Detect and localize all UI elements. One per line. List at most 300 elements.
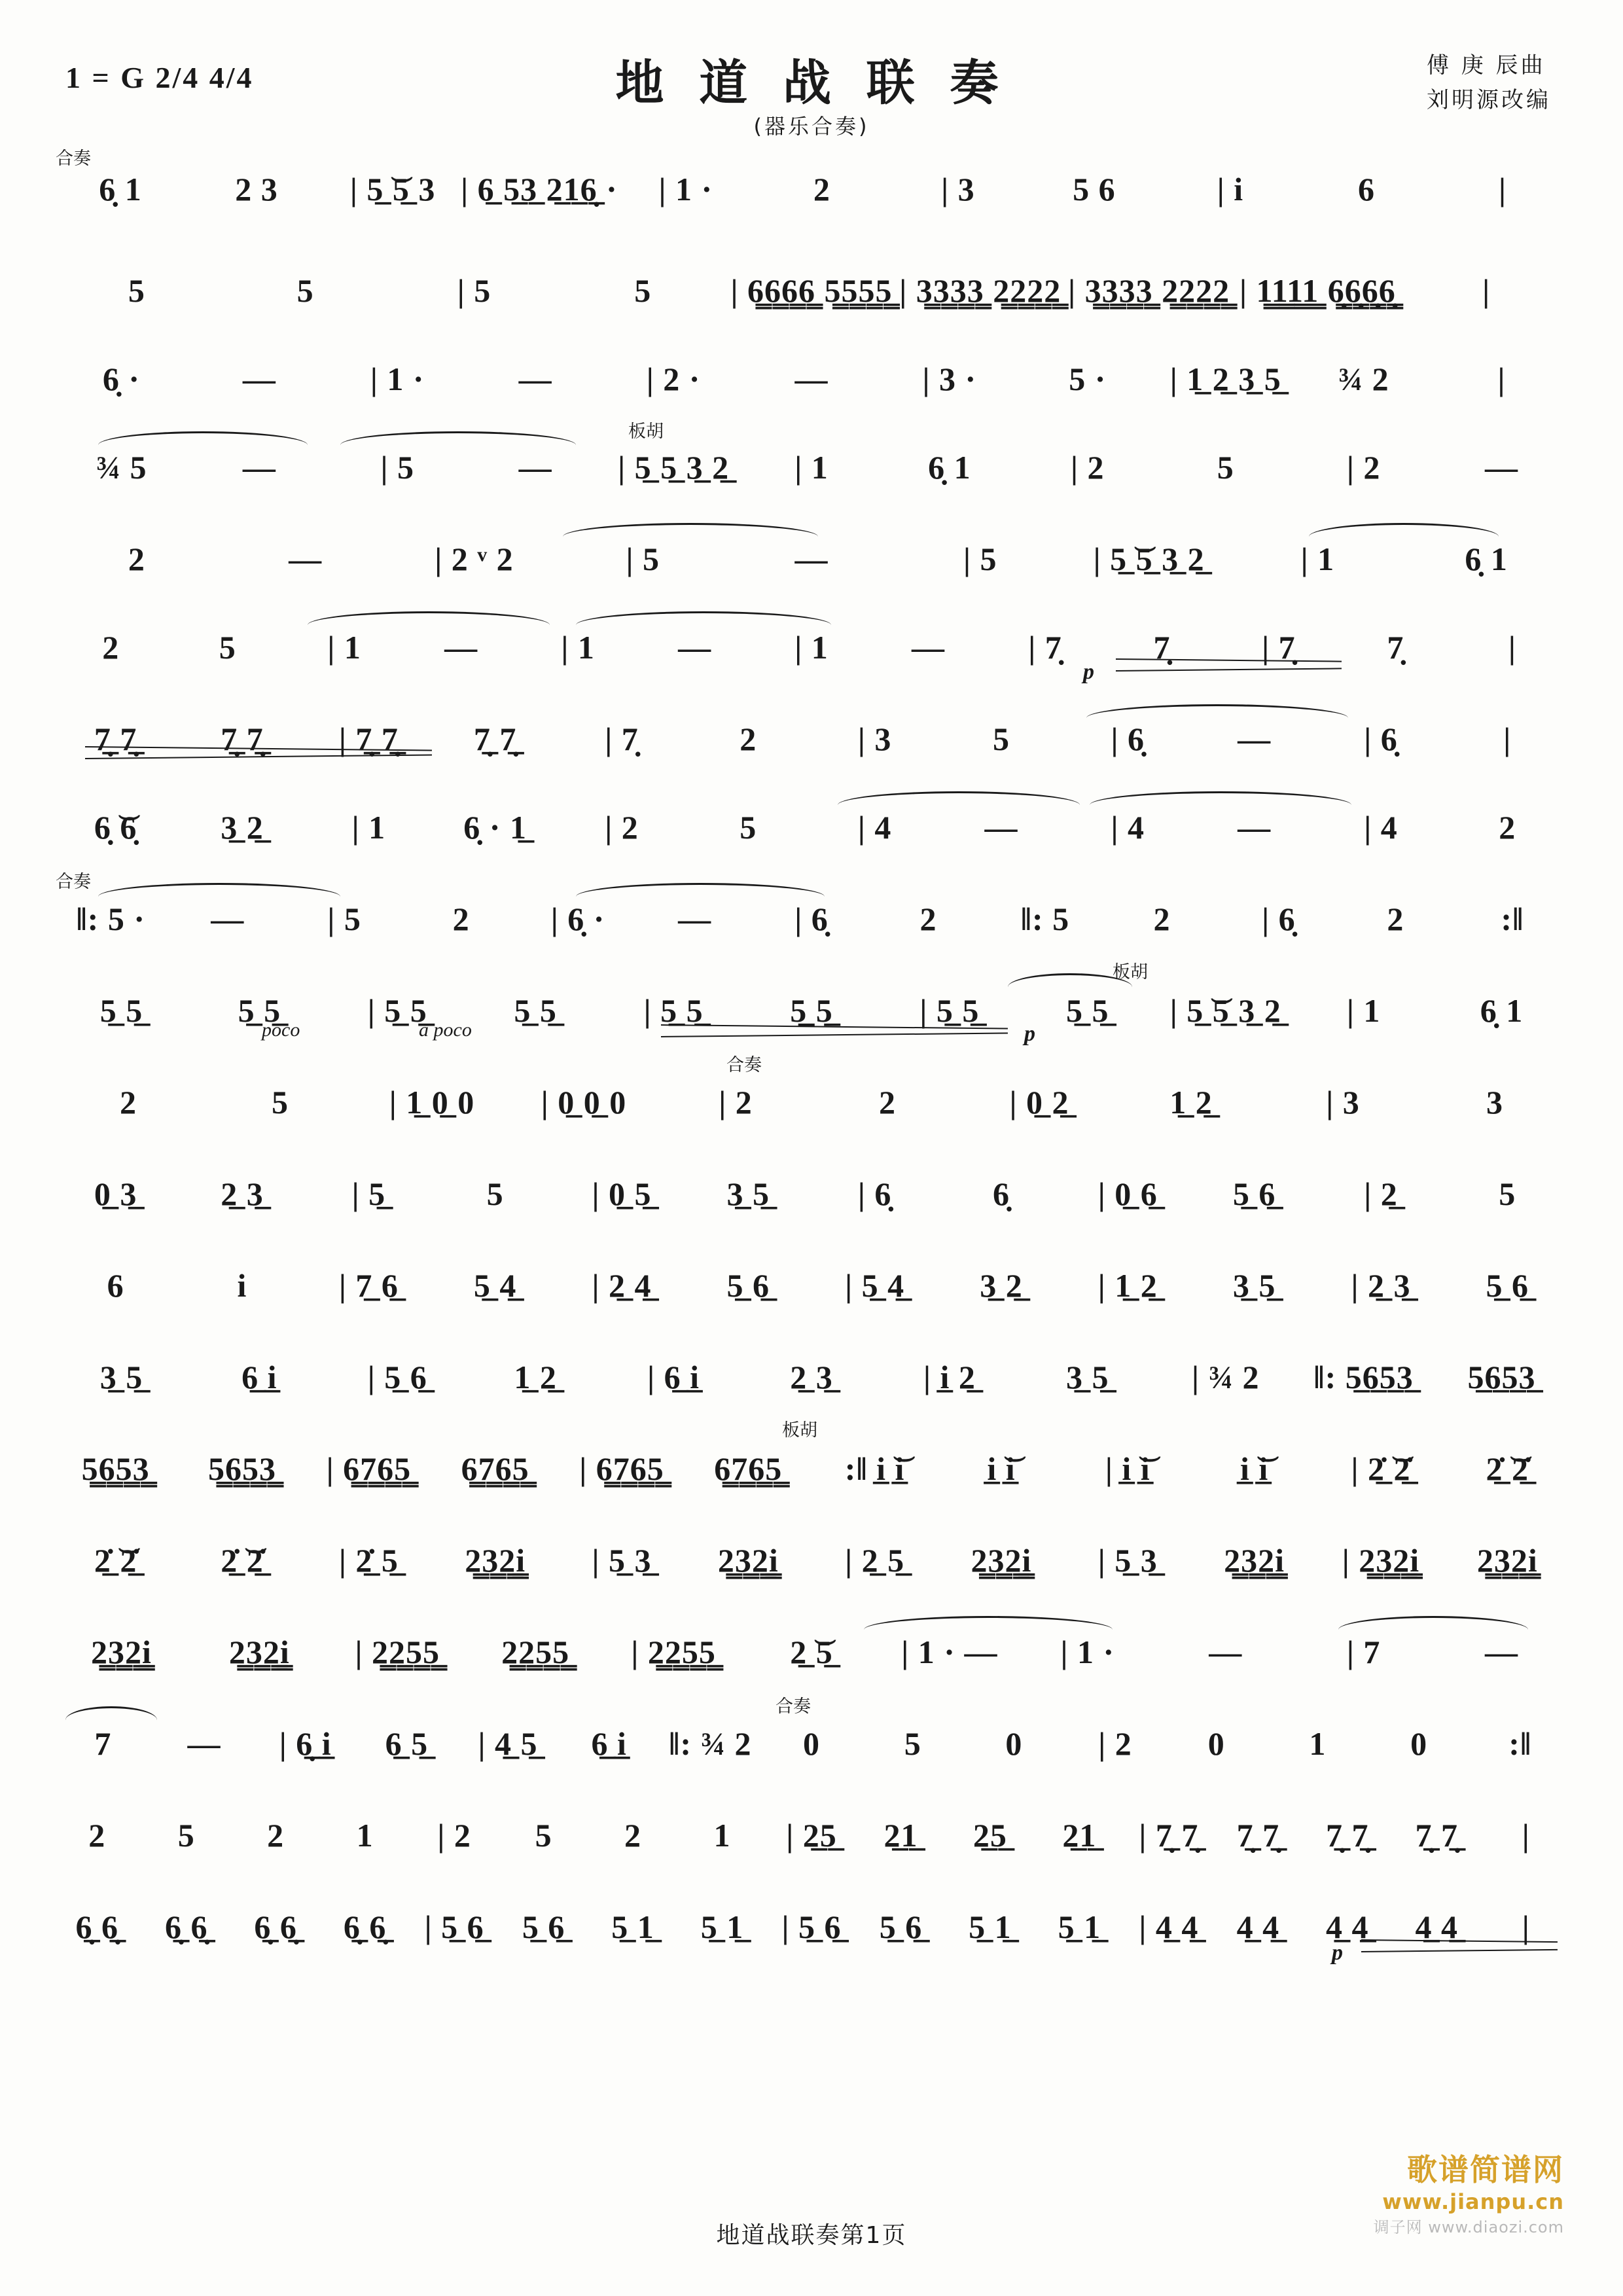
note-cell: 2 — [813, 171, 830, 207]
note-cell: 5 — [1499, 1175, 1516, 1212]
note-cell: | 1 · — [1060, 1634, 1115, 1670]
note-cell: — — [1209, 1634, 1243, 1670]
note-cell: | 6̣ — [1364, 721, 1398, 757]
watermark-line-2: www.jianpu.cn — [1382, 2189, 1564, 2214]
note-cell: 5 — [1217, 449, 1234, 486]
note-cell: | 1 — [1300, 541, 1335, 577]
note-cell: 2̳3̳2̳i̳ — [1476, 1542, 1538, 1579]
note-cell: 7̣̲ 7̣̲ — [473, 721, 517, 757]
note-cell: 2̲ 3̲ — [790, 1359, 833, 1395]
note-cell: 5̲ 5̲ — [790, 992, 833, 1029]
staff-system — [0, 872, 1623, 951]
note-cell: :‖ i̲ ͝i̲ — [844, 1450, 905, 1487]
note-cell: 2 — [879, 1084, 896, 1121]
note-cell: | — [1508, 629, 1516, 666]
note-cell: | 5̲ — [351, 1175, 386, 1212]
note-cell: 5̲ 4̲ — [473, 1267, 517, 1304]
note-cell: | — [1522, 1817, 1530, 1854]
note-cell: | 7̣ — [1028, 629, 1062, 666]
note-cell: | 2̳2̳5̳5̳ — [631, 1634, 716, 1670]
note-row — [52, 1895, 1571, 1959]
note-cell: 2̲̇ ͝2̲̇ — [1486, 1450, 1529, 1487]
note-cell: | 2̲ 3̲ — [1351, 1267, 1411, 1304]
note-cell: | 1 — [561, 629, 595, 666]
note-cell: | 1 · — [658, 171, 713, 207]
note-cell: :‖ — [1508, 1725, 1532, 1762]
note-cell: — — [242, 449, 276, 486]
note-cell: | 2̲̇ ͝2̲̇ — [1351, 1450, 1411, 1487]
note-cell: 7̣̲ 7̣̲ — [221, 721, 264, 757]
note-cell: | 0̲ 0̲ 0 — [541, 1084, 627, 1121]
note-cell: | 5̲ 4̲ — [845, 1267, 905, 1304]
note-cell: 2̳3̳2̳i̳ — [228, 1634, 290, 1670]
note-cell: 6̲ i̲ — [241, 1359, 277, 1395]
note-cell: 2̳3̳2̳i̳ — [465, 1542, 526, 1579]
note-cell: | 2 · — [646, 361, 701, 397]
note-cell: 5 6 — [1073, 171, 1116, 207]
note-cell: | 1 — [351, 809, 386, 846]
instrument-mark-banhu: 板胡 — [782, 1420, 817, 1441]
note-cell: | 7 — [1346, 1634, 1381, 1670]
note-cell: 1 — [713, 1817, 731, 1854]
note-cell: ‖: 5 — [1020, 901, 1070, 937]
note-cell: 5 — [486, 1175, 504, 1212]
note-cell: 5̲ 1̲ — [1058, 1909, 1101, 1945]
note-cell: — — [678, 901, 712, 937]
staff-system — [0, 707, 1623, 771]
note-cell: 1̲ 2̲ — [1169, 1084, 1213, 1121]
note-cell: 6̣ 1 — [1480, 992, 1524, 1029]
note-cell: 5 — [177, 1817, 195, 1854]
note-row — [52, 1528, 1571, 1592]
note-cell: | 7̣̲ 7̣̲ — [1139, 1817, 1199, 1854]
note-cell: | — [1503, 721, 1512, 757]
note-cell: — — [794, 541, 829, 577]
note-cell: | 4 — [1364, 809, 1398, 846]
note-cell: 0 — [1410, 1725, 1428, 1762]
staff-system — [0, 1345, 1623, 1409]
staff-system — [0, 1803, 1623, 1867]
note-cell: | i̲ 2̲ — [923, 1359, 976, 1395]
note-cell: | 5 — [963, 541, 997, 577]
instrument-mark-banhu: 板胡 — [1113, 962, 1148, 982]
instrument-mark-hezou: 合奏 — [776, 1696, 811, 1717]
note-cell: | 4̲ 5̲ — [478, 1725, 538, 1762]
note-cell: | 1̲ 0̲ 0 — [389, 1084, 475, 1121]
note-cell: — — [678, 629, 712, 666]
note-cell: | 5̲ 6̲ — [367, 1359, 427, 1395]
note-cell: | 3̳3̳3̳3̳ 2̳2̳2̳2̳ — [1068, 272, 1230, 309]
staff-system — [0, 1055, 1623, 1134]
note-cell: — — [444, 629, 478, 666]
note-cell: — — [1485, 449, 1519, 486]
note-cell: 5̲ 5̲ — [514, 992, 557, 1029]
note-cell: 5̲ 1̲ — [969, 1909, 1012, 1945]
note-row — [52, 1437, 1571, 1501]
note-cell: | 3 — [1326, 1084, 1360, 1121]
note-cell: | 5 — [380, 449, 415, 486]
staff-system — [0, 259, 1623, 323]
page-footer: 地道战联奏第1页 — [716, 2222, 907, 2249]
staff-system — [0, 347, 1623, 411]
note-row — [52, 157, 1571, 221]
note-cell: | 0̲ 5̲ — [592, 1175, 652, 1212]
note-cell: | 2 — [1071, 449, 1105, 486]
note-cell: | 6̣̲ i̲ — [279, 1725, 332, 1762]
note-cell: | 5̲ ͝5̲ 3̲ 2̲ — [1169, 992, 1281, 1029]
note-row — [52, 435, 1571, 499]
note-cell: 3̲ 5̲ — [1232, 1267, 1276, 1304]
note-row — [52, 527, 1571, 591]
staff-system — [0, 422, 1623, 499]
note-cell: 7̣̲ 7̣̲ — [1236, 1817, 1280, 1854]
note-cell: | 3 — [941, 171, 975, 207]
note-cell: | 3̳3̳3̳3̳ 2̳2̳2̳2̳ — [899, 272, 1061, 309]
note-cell: | 1̲ 2̲ 3̲ 5̲ — [1169, 361, 1281, 397]
note-cell: 6̲ i̲ — [591, 1725, 627, 1762]
note-cell: 0 — [1207, 1725, 1225, 1762]
note-cell: 5 — [740, 809, 757, 846]
note-cell: 2 — [624, 1817, 642, 1854]
staff-system — [0, 1420, 1623, 1501]
note-cell: | 1 — [794, 629, 829, 666]
note-cell: — — [518, 449, 552, 486]
note-cell: — — [1238, 721, 1272, 757]
note-cell: 2 — [88, 1817, 106, 1854]
note-cell: | 5̲ 5̲ — [919, 992, 980, 1029]
instrument-mark-banhu: 板胡 — [628, 422, 664, 442]
note-cell: 1̲ 2̲ — [514, 1359, 557, 1395]
note-row — [52, 707, 1571, 771]
staff-system — [0, 1528, 1623, 1592]
note-cell: — — [794, 361, 829, 397]
note-cell: — — [187, 1725, 221, 1762]
composer-line-1: 傅 庚 辰曲 — [1427, 52, 1546, 79]
note-cell: 2̳3̳2̳i̳ — [971, 1542, 1032, 1579]
note-row — [52, 1345, 1571, 1409]
note-cell: 5̲ 5̲ — [99, 992, 143, 1029]
note-cell: | 5̲ ͝5̲ 3̲ 2̲ — [1093, 541, 1205, 577]
dynamic-p: p — [1083, 660, 1094, 684]
note-cell: 2̳2̳5̳5̳ — [501, 1634, 570, 1670]
note-cell: 5̲ 6̲ — [726, 1267, 770, 1304]
note-cell: 2 3 — [235, 171, 278, 207]
note-row — [52, 615, 1571, 679]
note-cell: | — [1498, 171, 1507, 207]
staff-system — [0, 149, 1623, 221]
note-cell: 5̲ 1̲ — [611, 1909, 654, 1945]
note-cell: | 5̲ ͝5̲ 3 — [349, 171, 436, 207]
note-cell: | 1 · — [370, 361, 425, 397]
note-cell: ‖: ¾ 2 — [669, 1725, 752, 1762]
note-cell: | 6̣ — [1111, 721, 1145, 757]
note-cell: | 2̲ — [1364, 1175, 1398, 1212]
note-cell: | 0̲ 6̲ — [1097, 1175, 1158, 1212]
note-cell: | ¾ 2 — [1191, 1359, 1260, 1395]
page-subtitle: (器乐合奏) — [753, 114, 870, 139]
expression-poco: poco — [262, 1019, 300, 1041]
note-cell: 7̣̲ 7̣̲ — [1326, 1817, 1369, 1854]
note-cell: 2̳3̳2̳i̳ — [91, 1634, 152, 1670]
note-cell: 5 — [272, 1084, 289, 1121]
staff-system — [0, 615, 1623, 684]
note-row — [52, 978, 1571, 1043]
note-cell: | 2̲5̲ — [786, 1817, 837, 1854]
note-cell: 6̣ ͝6̣ — [94, 809, 137, 846]
note-cell: — — [518, 361, 552, 397]
note-cell: 5 — [219, 629, 236, 666]
watermark-line-1: 歌谱简谱网 — [1407, 2152, 1564, 2187]
note-cell: 6 — [1357, 171, 1375, 207]
note-cell: 7̣ — [1153, 629, 1171, 666]
note-cell: ‖: 5̲6̲5̲3̲ — [1313, 1359, 1414, 1395]
note-cell: | 2̲̇ 5̲ — [338, 1542, 399, 1579]
note-cell: 3 — [1486, 1084, 1503, 1121]
note-cell: 2̲ ͝5̲ — [790, 1634, 833, 1670]
note-cell: | 6̳6̳6̳6̳ 5̳5̳5̳5̳ — [730, 272, 893, 309]
note-cell: | 1̳1̳1̳1̳ 6̣̳6̣̳6̣̳6̣̳ — [1239, 272, 1396, 309]
note-cell: 3̲ 5̲ — [1066, 1359, 1109, 1395]
note-row — [52, 887, 1571, 951]
note-cell: | 5̲ 6̲ — [781, 1909, 842, 1945]
note-cell: 4̲ 4̲ — [1326, 1909, 1369, 1945]
note-cell: 2 — [740, 721, 757, 757]
note-cell: ¾ 2 — [1338, 361, 1389, 397]
dynamic-p: p — [1024, 1022, 1035, 1046]
note-cell: | 3 · — [922, 361, 977, 397]
note-cell: 3̲ 5̲ — [726, 1175, 770, 1212]
staff-system — [0, 1696, 1623, 1776]
note-cell: | 6̳7̳6̳5̳ — [579, 1450, 664, 1487]
note-row — [52, 1253, 1571, 1318]
note-cell: | 2 — [1098, 1725, 1132, 1762]
note-cell: | 0̲ 2̲ — [1009, 1084, 1069, 1121]
note-cell: 5̳6̳5̳3̳ — [81, 1450, 150, 1487]
note-cell: 0 — [1005, 1725, 1023, 1762]
note-cell: 0̲ 3̲ — [94, 1175, 137, 1212]
note-cell: 3̲ 2̲ — [221, 809, 264, 846]
note-cell: | 5 — [327, 901, 361, 937]
note-cell: 6̣̲ 6̣̲ — [75, 1909, 118, 1945]
note-cell: | 1 — [327, 629, 361, 666]
note-cell: | 1 · — — [901, 1634, 998, 1670]
note-cell: 5 · — [1069, 361, 1107, 397]
note-cell: | 3 — [857, 721, 892, 757]
note-cell: 5̲ 5̲ — [1066, 992, 1109, 1029]
key-signature: 1 = G 2/4 4/4 — [65, 61, 254, 94]
note-cell: 5̲ 6̲ — [522, 1909, 565, 1945]
note-cell: i̲ ͝i̲ — [1240, 1450, 1269, 1487]
note-cell: | 7̲ 6̲ — [338, 1267, 399, 1304]
note-cell: 4̲ 4̲ — [1415, 1909, 1459, 1945]
note-cell: 7 — [94, 1725, 112, 1762]
note-cell: | 5 — [626, 541, 660, 577]
staff-system — [0, 1253, 1623, 1318]
note-cell: 4̲ 4̲ — [1236, 1909, 1280, 1945]
note-cell: ¾ 5 — [96, 449, 147, 486]
note-cell: 2 — [102, 629, 120, 666]
note-cell: 7̣̲ 7̣̲ — [94, 721, 137, 757]
note-cell: 5 — [634, 272, 652, 309]
instrument-mark-hezou: 合奏 — [56, 149, 91, 169]
note-cell: | 5̲ 5̲ 3̲ 2̲ — [618, 449, 730, 486]
note-cell: 2̲1̲ — [1062, 1817, 1097, 1854]
note-cell: 6̳7̳6̳5̳ — [714, 1450, 783, 1487]
note-cell: 7̣ — [1387, 629, 1404, 666]
note-cell: 5 — [535, 1817, 552, 1854]
note-cell: — — [912, 629, 946, 666]
page-title: 地 道 战 联 奏 — [615, 55, 1008, 111]
note-cell: | 6̣ — [794, 901, 829, 937]
note-cell: 5 — [904, 1725, 921, 1762]
note-cell: — — [1485, 1634, 1519, 1670]
note-cell: 2̲1̲ — [883, 1817, 918, 1854]
note-cell: | 6̣ — [1262, 901, 1296, 937]
note-cell: 2̳3̳2̳i̳ — [1224, 1542, 1285, 1579]
note-cell: | 6̲ i̲ — [647, 1359, 700, 1395]
note-cell: 5̳6̳5̳3̳ — [207, 1450, 276, 1487]
note-cell: 2̲̇ ͝2̲̇ — [221, 1542, 264, 1579]
note-cell: | 5̲ 5̲ — [367, 992, 427, 1029]
note-cell: | 6̳7̳6̳5̳ — [326, 1450, 412, 1487]
note-cell: | 2 — [1346, 449, 1381, 486]
note-cell: 2 — [1387, 901, 1404, 937]
note-cell: 6̳7̳6̳5̳ — [461, 1450, 529, 1487]
note-cell: 1 — [356, 1817, 374, 1854]
staff-system — [0, 1162, 1623, 1226]
staff-system — [0, 527, 1623, 591]
note-cell: 5̲6̲5̲3̲ — [1467, 1359, 1536, 1395]
note-cell: | 7̣ — [1262, 629, 1296, 666]
instrument-mark-hezou: 合奏 — [726, 1055, 762, 1075]
note-cell: | 2̲ 5̲ — [845, 1542, 905, 1579]
note-row — [52, 1620, 1571, 1684]
credits — [1427, 48, 1551, 117]
note-cell: 3̲ 2̲ — [980, 1267, 1023, 1304]
note-cell: 2̲̇ ͝2̲̇ — [94, 1542, 137, 1579]
expression-a-poco: a poco — [419, 1019, 472, 1041]
note-cell: 2̳3̳2̳i̳ — [717, 1542, 779, 1579]
note-cell: | 5̲ 3̲ — [1097, 1542, 1158, 1579]
note-cell: | 7̣̲ 7̣̲ — [338, 721, 399, 757]
note-cell: 6̣ · 1̲ — [463, 809, 527, 846]
note-cell: 2 — [267, 1817, 285, 1854]
note-cell: 6̣ · — [102, 361, 141, 397]
note-row — [52, 795, 1571, 859]
note-cell: 5̲ 5̲ — [238, 992, 281, 1029]
note-cell: 5 — [992, 721, 1010, 757]
note-cell: | 1 — [794, 449, 829, 486]
note-cell: 7̣̲ 7̣̲ — [1415, 1817, 1459, 1854]
note-cell: — — [984, 809, 1018, 846]
note-cell: | 2 — [719, 1084, 753, 1121]
note-cell: 6̲ 5̲ — [385, 1725, 429, 1762]
note-cell: | 5 — [457, 272, 491, 309]
watermark-line-3: 调子网 www.diaozi.com — [1373, 2218, 1564, 2236]
note-cell: i̲ ͝i̲ — [987, 1450, 1016, 1487]
note-cell: 1 — [1309, 1725, 1327, 1762]
note-cell: | — [1522, 1909, 1530, 1945]
note-cell: 5 — [296, 272, 314, 309]
note-cell: — — [242, 361, 276, 397]
note-row — [52, 1712, 1571, 1776]
note-cell: ‖: 5 · — [76, 901, 145, 937]
note-cell: :‖ — [1501, 901, 1524, 937]
note-cell: 2 — [452, 901, 470, 937]
staff-system — [0, 962, 1623, 1046]
note-cell: | i̲ ͝i̲ — [1105, 1450, 1150, 1487]
staff-system — [0, 1620, 1623, 1684]
note-cell: 6̣̲ 6̣̲ — [343, 1909, 387, 1945]
note-cell: 6 — [107, 1267, 124, 1304]
staff-system — [0, 1895, 1623, 1965]
instrument-mark-hezou: 合奏 — [56, 872, 91, 892]
note-cell: | 1 — [1346, 992, 1381, 1029]
note-row — [52, 347, 1571, 411]
note-cell: 0 — [803, 1725, 821, 1762]
note-cell: — — [1238, 809, 1272, 846]
note-cell: | 2̳3̳2̳i̳ — [1342, 1542, 1420, 1579]
note-cell: 6̣ — [992, 1175, 1010, 1212]
note-cell: 5̲ 1̲ — [700, 1909, 744, 1945]
watermark — [1374, 2146, 1564, 2237]
dynamic-p: p — [1332, 1941, 1343, 1965]
note-cell: | 2 — [605, 809, 639, 846]
note-cell: 6̣ 1 — [99, 171, 142, 207]
note-cell: | i — [1217, 171, 1244, 207]
note-cell: | 5̲ 5̲ — [643, 992, 704, 1029]
note-cell: 5 — [128, 272, 145, 309]
note-cell: 2 — [128, 541, 145, 577]
note-cell: 6̣ 1 — [928, 449, 971, 486]
note-cell: | 2̲ 4̲ — [592, 1267, 652, 1304]
page-header — [0, 0, 1623, 164]
staff-system — [0, 795, 1623, 859]
note-row — [52, 1162, 1571, 1226]
note-cell: 2 — [120, 1084, 137, 1121]
note-row — [52, 1803, 1571, 1867]
note-cell: | 5̲ 3̲ — [592, 1542, 652, 1579]
note-cell: 6̣̲ 6̣̲ — [164, 1909, 208, 1945]
note-cell: | 2̳2̳5̳5̳ — [355, 1634, 440, 1670]
note-cell: | 1̲ 2̲ — [1097, 1267, 1158, 1304]
composer-line-2: 刘明源改编 — [1427, 86, 1551, 113]
note-cell: | 4 — [1111, 809, 1145, 846]
note-cell: | 6̲ 5̲3̲ 2̲1̲6̣̲ · — [461, 171, 618, 207]
note-cell: 5̲ 6̲ — [1232, 1175, 1276, 1212]
note-cell: i — [237, 1267, 247, 1304]
note-cell: | 4 — [857, 809, 892, 846]
note-cell: 2 — [1499, 809, 1516, 846]
note-cell: 2 — [919, 901, 937, 937]
note-cell: | 5̲ 6̲ — [424, 1909, 484, 1945]
note-row — [52, 1070, 1571, 1134]
note-cell: 6̣̲ 6̣̲ — [254, 1909, 297, 1945]
note-cell: | 6̣ — [857, 1175, 892, 1212]
note-cell: 6̣ 1 — [1465, 541, 1508, 577]
note-cell: 5̲ 6̲ — [879, 1909, 923, 1945]
note-cell: | 7̣ — [605, 721, 639, 757]
note-cell: | 6̣ · — [550, 901, 605, 937]
note-cell: | — [1497, 361, 1506, 397]
note-cell: | 2 ᵛ 2 — [435, 541, 514, 577]
note-cell: 2̲5̲ — [972, 1817, 1007, 1854]
note-row — [52, 259, 1571, 323]
note-cell: | — [1482, 272, 1491, 309]
note-cell: — — [289, 541, 323, 577]
note-cell: 2 — [1153, 901, 1171, 937]
note-cell: 5̲ 6̲ — [1486, 1267, 1529, 1304]
